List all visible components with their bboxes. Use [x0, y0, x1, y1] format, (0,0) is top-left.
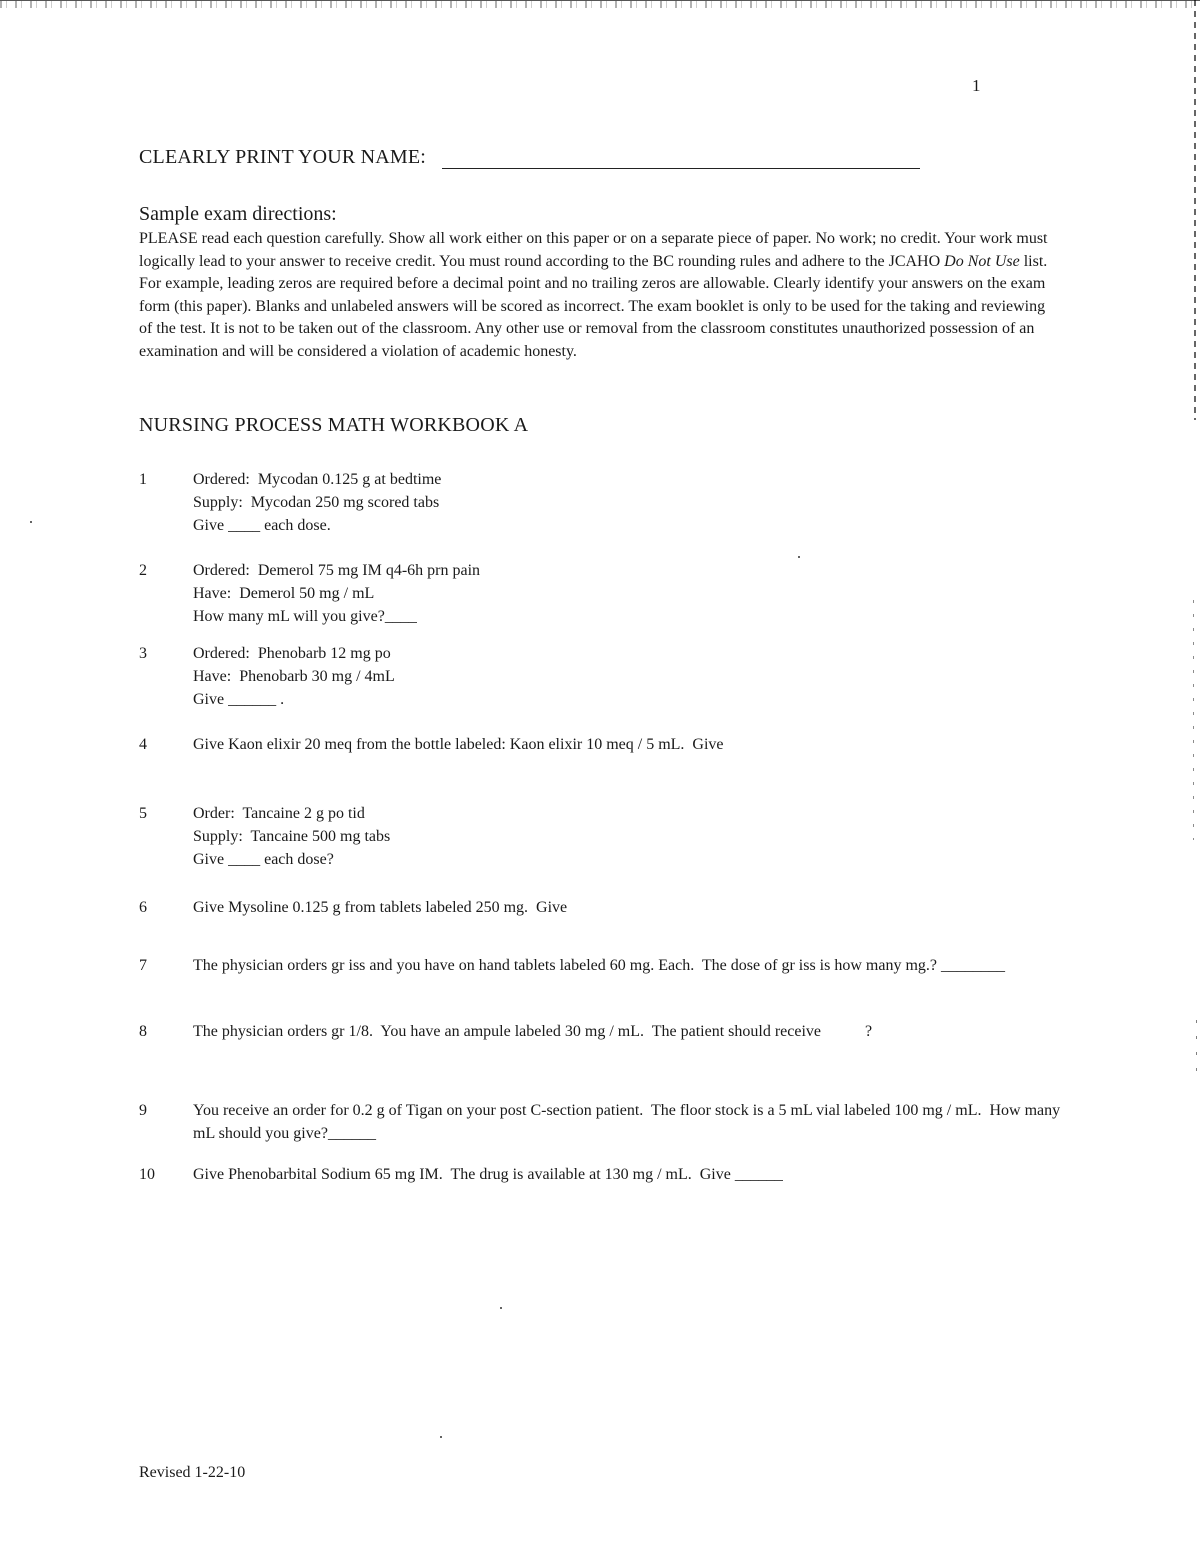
- question-item: [139, 954, 1079, 977]
- scan-speck: [798, 556, 800, 558]
- question-item: [139, 896, 1079, 919]
- question-body: Give Kaon elixir 20 meq from the bottle labeled: Kaon elixir 10 meq / 5 mL. Give: [193, 736, 724, 753]
- question-item: [139, 642, 1079, 711]
- question-number: 1: [139, 471, 147, 488]
- scan-artifact-right: [1196, 1020, 1197, 1080]
- revision-footer: Revised 1-22-10: [139, 1464, 246, 1481]
- question-item: [139, 802, 1079, 871]
- question-number: 3: [139, 645, 147, 662]
- scan-artifact-right: [1193, 600, 1194, 840]
- exam-directions: [139, 203, 1049, 364]
- section-title: NURSING PROCESS MATH WORKBOOK A: [139, 414, 529, 436]
- question-number: 2: [139, 562, 147, 579]
- scan-speck: [30, 521, 32, 523]
- question-number: 10: [139, 1166, 155, 1183]
- question-body: You receive an order for 0.2 g of Tigan on your post C-section patient. The floor stock is a 5 mL vial labeled 100 mg / mL. How many mL should you give?______: [193, 1102, 1065, 1142]
- directions-heading: Sample exam directions:: [139, 203, 337, 225]
- name-field-row: [139, 146, 920, 169]
- directions-text: PLEASE read each question carefully. Show all work either on this paper or on a separate piece of paper. No work; no credit. Your work must logically lead to your answer to receive credit. You must round according to the BC rounding rules and adhere to the JCAHO Do Not Use list. For example, leading zeros are required before a decimal point and no trailing zeros are allowable. Clearly identify your answers on the exam form (this paper). Blanks and unlabeled answers will be scored as incorrect. The exam booklet is only to be used for the taking and reviewing of the test. It is not to be taken out of the classroom. Any other use or removal from the classroom constitutes unauthorized possession of an examination and will be considered a violation of academic honesty.: [139, 230, 1048, 360]
- name-blank-line[interactable]: [442, 150, 920, 169]
- question-item: [139, 468, 1079, 537]
- scan-artifact-right: [1194, 0, 1196, 420]
- question-number: 5: [139, 805, 147, 822]
- question-body: Order: Tancaine 2 g po tid Supply: Tancaine 500 mg tabs Give ____ each dose?: [193, 805, 391, 868]
- question-item: [139, 1163, 1079, 1186]
- scan-artifact-top: [0, 0, 1200, 8]
- question-number: 7: [139, 957, 147, 974]
- page-number: 1: [972, 76, 981, 95]
- question-body: Give Phenobarbital Sodium 65 mg IM. The drug is available at 130 mg / mL. Give ______: [193, 1166, 783, 1183]
- question-number: 8: [139, 1023, 147, 1040]
- question-body: The physician orders gr iss and you have on hand tablets labeled 60 mg. Each. The dose of gr iss is how many mg.? ________: [193, 957, 1005, 974]
- question-body: Ordered: Phenobarb 12 mg po Have: Phenobarb 30 mg / 4mL Give ______ .: [193, 645, 395, 708]
- question-number: 9: [139, 1102, 147, 1119]
- question-item: [139, 559, 1079, 628]
- question-body: Ordered: Mycodan 0.125 g at bedtime Supply: Mycodan 250 mg scored tabs Give ____ each dose.: [193, 471, 442, 534]
- scan-speck: [440, 1436, 442, 1438]
- name-prompt: CLEARLY PRINT YOUR NAME:: [139, 146, 427, 168]
- scan-edge-line: [0, 0, 1200, 1]
- question-item: [139, 733, 1079, 756]
- scan-speck: [500, 1307, 502, 1309]
- question-item: [139, 1099, 1079, 1145]
- question-number: 6: [139, 899, 147, 916]
- question-body: Ordered: Demerol 75 mg IM q4-6h prn pain Have: Demerol 50 mg / mL How many mL will you give?____: [193, 562, 481, 625]
- question-item: [139, 1020, 1079, 1043]
- question-number: 4: [139, 736, 147, 753]
- question-body: Give Mysoline 0.125 g from tablets labeled 250 mg. Give: [193, 899, 568, 916]
- question-body: The physician orders gr 1/8. You have an ampule labeled 30 mg / mL. The patient should receive ?: [193, 1023, 873, 1040]
- do-not-use-italic: Do Not Use: [944, 252, 1020, 270]
